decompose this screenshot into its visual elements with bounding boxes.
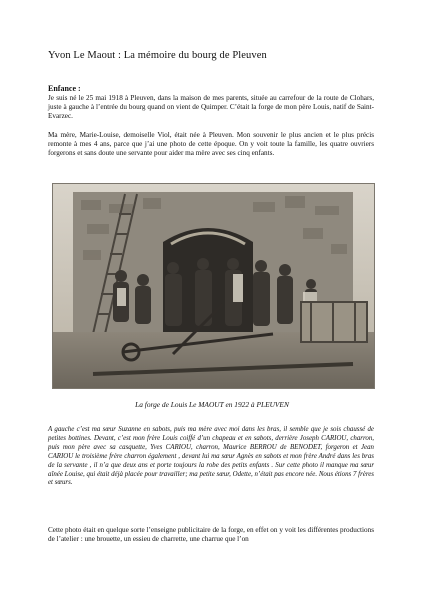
paragraph-advertising: Cette photo était en quelque sorte l’enseigne publicitaire de la forge, en effet on y voit les différentes productions de l’atelier : une brouette, un essieu de charrette, une charrue que l’on [48, 526, 374, 544]
paragraph-mother: Ma mère, Marie-Louise, demoiselle Viol, était née à Pleuven. Mon souvenir le plus ancien et le plus précis remonte à mes 4 ans, parce que j’ai une photo de cette époque. On y voit toute la famille, les quatre ouvriers forgerons et sans doute une servante pour aider ma mère avec ses cinq enfants. [48, 131, 374, 158]
forge-photo [52, 183, 375, 389]
section-heading: Enfance : [48, 84, 81, 93]
document-title: Yvon Le Maout : La mémoire du bourg de Pleuven [48, 50, 267, 61]
forge-photo-image [53, 184, 374, 388]
photo-description: A gauche c’est ma sœur Suzanne en sabots, puis ma mère avec moi dans les bras, il semble que je sois chaussé de petites bottines. Devant, c’est mon frère Louis coiffé d’un chapeau et en sabots, derrière Joseph CARIOU, charron, puis mon père avec sa casquette, Yves CARIOU, charron, Maurice BERROU de BENODET, forgeron et Jean CARIOU le troisième frère charron également , devant lui ma sœur Agnès en sabots et mon frère André dans les bras de la servante , il n’a que deux ans et porte toujours la robe des petits enfants . Sur cette photo il manque ma sœur aînée Louise, qui était déjà placée pour travailler; ma petite sœur, Odette, n’était pas encore née. Nous étions 7 frères et sœurs. [48, 426, 374, 487]
photo-caption: La forge de Louis Le MAOUT en 1922 à PLEUVEN [135, 400, 289, 409]
paragraph-birth: Je suis né le 25 mai 1918 à Pleuven, dans la maison de mes parents, située au carrefour de la route de Clohars, juste à gauche à l’entrée du bourg quand on vient de Quimper. C’était la forge de mon père Louis, natif de Saint-Evarzec. [48, 94, 374, 121]
